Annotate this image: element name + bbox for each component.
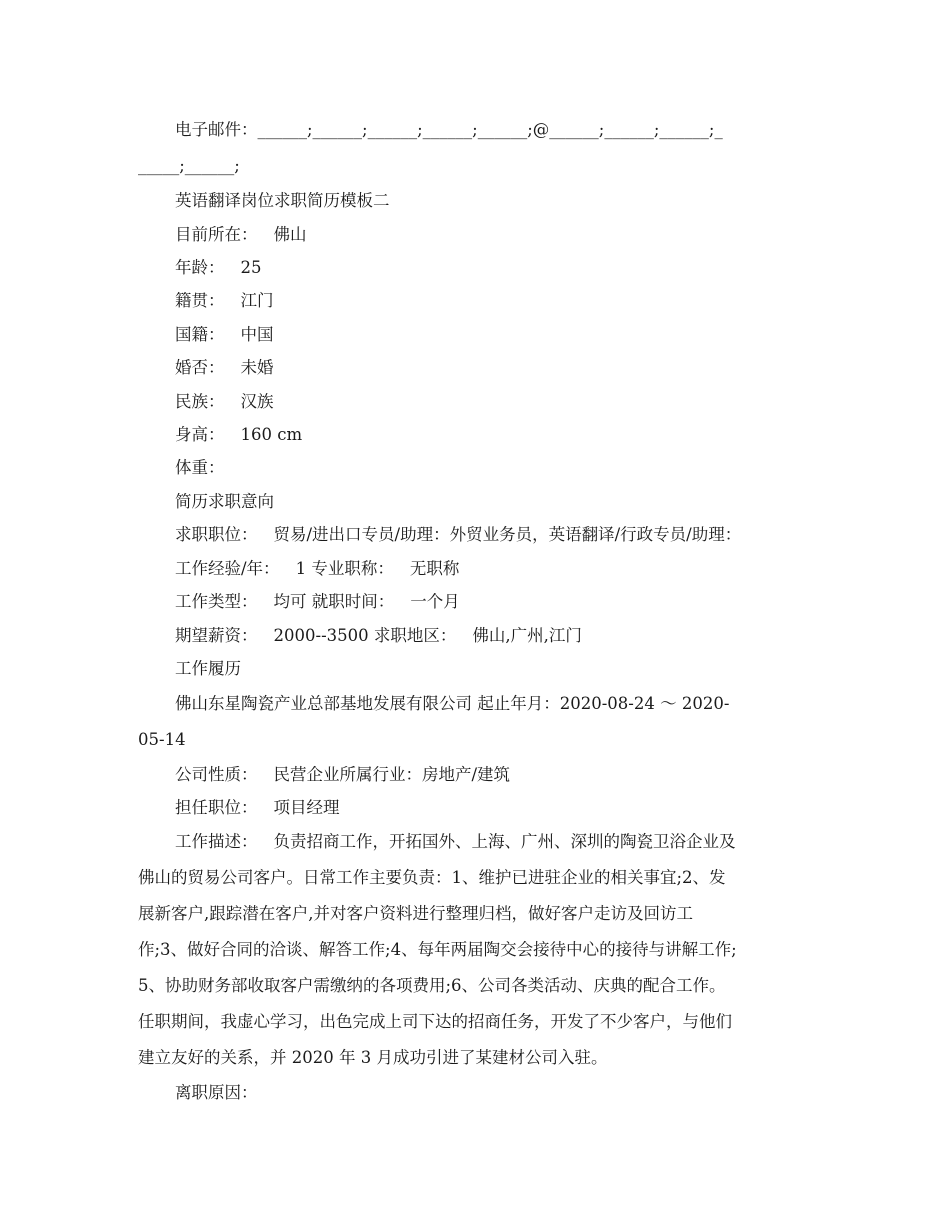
location-row xyxy=(175,227,307,244)
experience-row xyxy=(175,561,459,578)
experience-value: 1 xyxy=(295,559,307,578)
origin-label: 籍贯： xyxy=(175,291,225,310)
description-line: 5、协助财务部收取客户需缴纳的各项费用;6、公司各类活动、庆典的配合工作。 xyxy=(138,976,726,995)
role-row xyxy=(175,800,340,817)
salary-row xyxy=(175,628,582,645)
ethnicity-label: 民族： xyxy=(175,392,225,411)
nature-row xyxy=(175,767,510,784)
start-value: 一个月 xyxy=(410,592,460,611)
age-value: 25 xyxy=(240,258,262,277)
position-row xyxy=(175,527,741,544)
company-row: 佛山东星陶瓷产业总部基地发展有限公司 起止年月：2020-08-24 ～ 2020- xyxy=(175,694,730,713)
location-label: 目前所在： xyxy=(175,225,258,244)
description-label: 工作描述： xyxy=(175,832,258,851)
role-label: 担任职位： xyxy=(175,798,258,817)
type-label: 工作类型： xyxy=(175,592,258,611)
salary-label: 期望薪资： xyxy=(175,626,258,645)
position-value: 贸易/进出口专员/助理：外贸业务员，英语翻译/行政专员/助理： xyxy=(273,525,742,544)
history-heading: 工作履历 xyxy=(175,659,241,678)
nature-value: 民营企业所属行业：房地产/建筑 xyxy=(273,765,511,784)
salary-value: 2000--3500 xyxy=(273,626,369,645)
origin-value: 江门 xyxy=(240,291,274,310)
age-row xyxy=(175,260,262,277)
role-value: 项目经理 xyxy=(273,798,340,817)
description-line: 佛山的贸易公司客户。日常工作主要负责：1、维护已进驻企业的相关事宜;2、发 xyxy=(138,868,726,887)
description-line: 任职期间，我虚心学习，出色完成上司下达的招商任务，开发了不少客户，与他们 xyxy=(138,1012,732,1031)
nationality-row xyxy=(175,327,274,344)
leave-reason-label: 离职原因： xyxy=(175,1083,258,1102)
title-label: 专业职称： xyxy=(311,559,394,578)
start-label: 就职时间： xyxy=(311,592,395,611)
location-value: 佛山 xyxy=(273,225,307,244)
position-label: 求职职位： xyxy=(175,525,258,544)
email-value-continued: _____;______; xyxy=(138,156,240,175)
nationality-value: 中国 xyxy=(240,325,274,344)
weight-label: 体重： xyxy=(175,458,225,477)
origin-row xyxy=(175,293,274,310)
region-value: 佛山,广州,江门 xyxy=(472,626,582,645)
intention-heading: 简历求职意向 xyxy=(175,492,274,511)
region-label: 求职地区： xyxy=(373,626,457,645)
age-label: 年龄： xyxy=(175,258,225,277)
email-value: ______;______;______;______;______;@______;______;______;_ xyxy=(257,120,723,139)
nature-label: 公司性质： xyxy=(175,765,258,784)
height-row xyxy=(175,427,302,444)
ethnicity-value: 汉族 xyxy=(240,392,274,411)
resume-title: 英语翻译岗位求职简历模板二 xyxy=(175,191,390,210)
nationality-label: 国籍： xyxy=(175,325,225,344)
marital-label: 婚否： xyxy=(175,358,225,377)
email-label: 电子邮件： xyxy=(175,120,258,139)
email-row xyxy=(175,122,723,139)
height-label: 身高： xyxy=(175,425,225,444)
type-value: 均可 xyxy=(273,592,307,611)
weight-row xyxy=(175,460,225,477)
description-line: 展新客户,跟踪潜在客户,并对客户资料进行整理归档，做好客户走访及回访工 xyxy=(138,904,693,923)
email-row-continued xyxy=(138,158,240,175)
leave-reason-row xyxy=(175,1085,258,1102)
description-row xyxy=(175,834,736,851)
company-row-continued: 05-14 xyxy=(138,730,186,749)
description-line: 负责招商工作，开拓国外、上海、广州、深圳的陶瓷卫浴企业及 xyxy=(273,832,736,851)
title-value: 无职称 xyxy=(409,559,460,578)
ethnicity-row xyxy=(175,394,274,411)
marital-value: 未婚 xyxy=(240,358,274,377)
experience-label: 工作经验/年： xyxy=(175,559,280,578)
description-line: 建立友好的关系，并 2020 年 3 月成功引进了某建材公司入驻。 xyxy=(138,1048,608,1067)
marital-row xyxy=(175,360,274,377)
type-row xyxy=(175,594,460,611)
height-value: 160 cm xyxy=(240,425,303,444)
description-line: 作;3、做好合同的洽谈、解答工作;4、每年两届陶交会接待中心的接待与讲解工作; xyxy=(138,940,737,959)
